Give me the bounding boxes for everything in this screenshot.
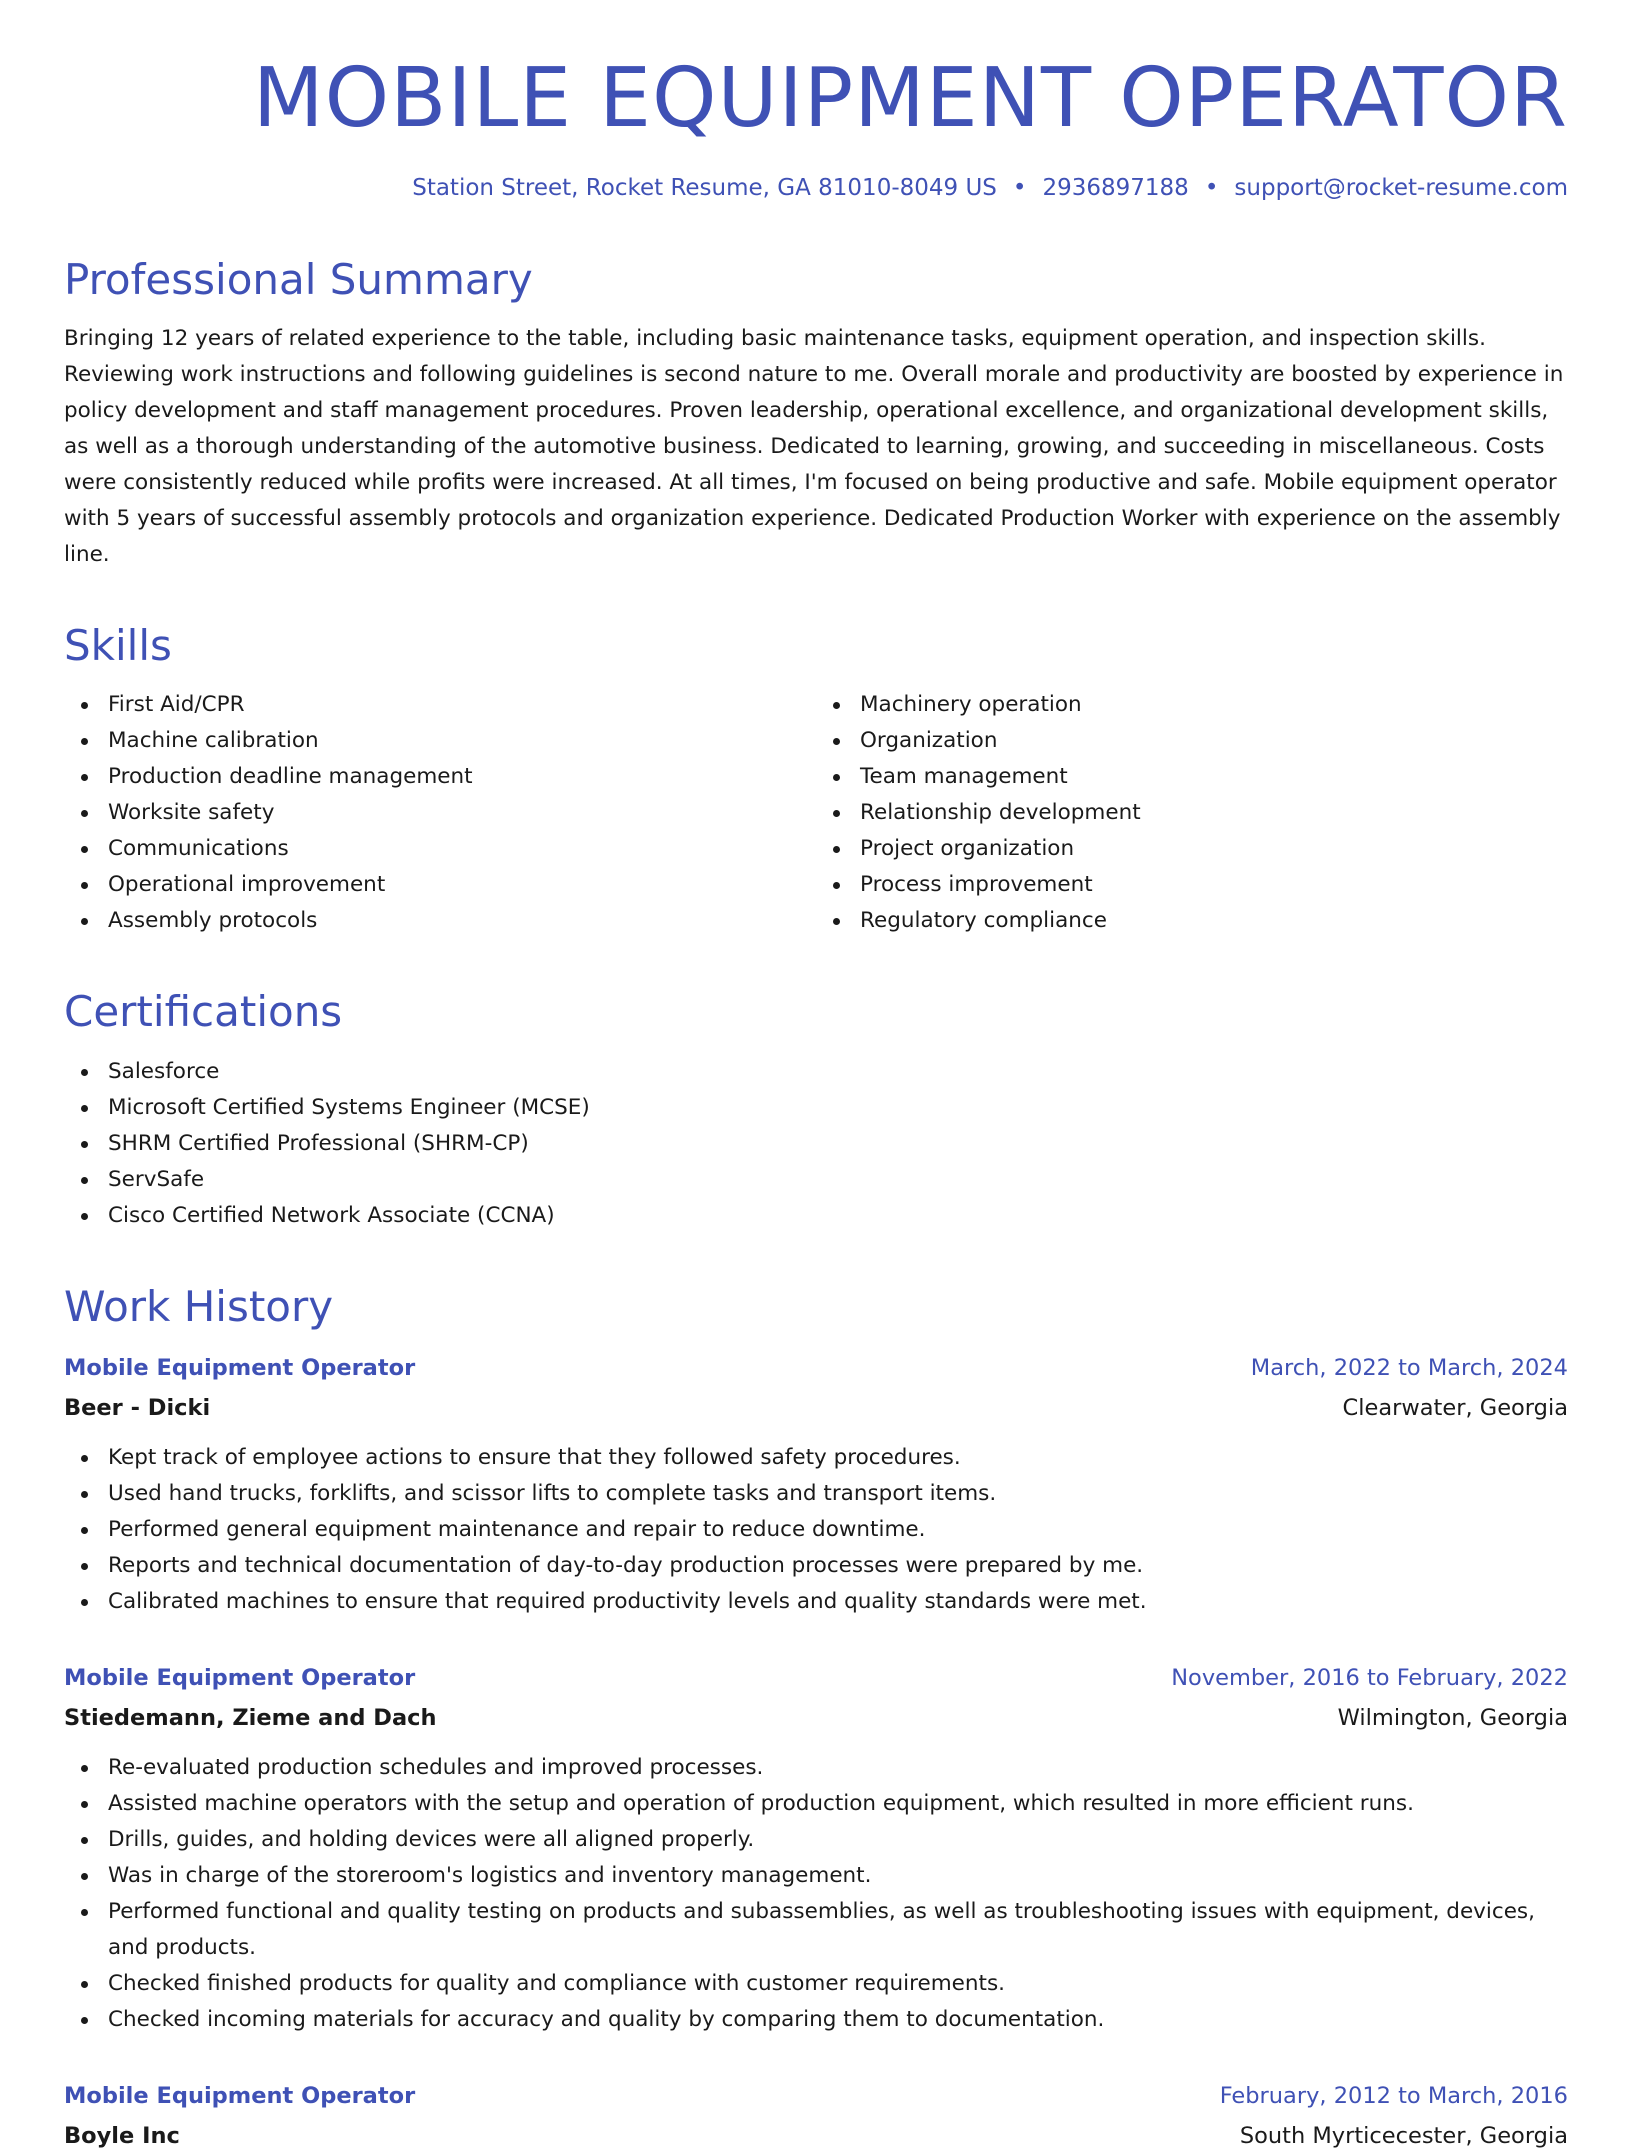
contact-line bbox=[64, 172, 1568, 204]
work-history-section bbox=[64, 1282, 1568, 2156]
job-entry bbox=[64, 1348, 1568, 1620]
job-bullet: Kept track of employee actions to ensure that they followed safety procedures. bbox=[108, 1440, 1568, 1476]
contact-separator: • bbox=[1012, 175, 1027, 202]
contact-phone: 2936897188 bbox=[1042, 175, 1189, 202]
job-bullet: Calibrated machines to ensure that required productivity levels and quality standards were met. bbox=[108, 1584, 1568, 1620]
skill-item: Machinery operation bbox=[860, 687, 1568, 723]
resume-header bbox=[64, 50, 1568, 205]
skill-item: Machine calibration bbox=[108, 723, 816, 759]
job-bullets bbox=[64, 1750, 1568, 2038]
skill-item: First Aid/CPR bbox=[108, 687, 816, 723]
skill-item: Regulatory compliance bbox=[860, 903, 1568, 939]
job-company-row bbox=[64, 1388, 1568, 1428]
job-title-row bbox=[64, 2076, 1568, 2116]
certification-item: Microsoft Certified Systems Engineer (MCSE) bbox=[108, 1090, 1568, 1126]
skills-right-list bbox=[816, 687, 1568, 939]
job-title: Mobile Equipment Operator bbox=[64, 2083, 416, 2110]
job-entry bbox=[64, 1658, 1568, 2038]
job-bullet: Used hand trucks, forklifts, and scissor lifts to complete tasks and transport items. bbox=[108, 1476, 1568, 1512]
skill-item: Relationship development bbox=[860, 795, 1568, 831]
job-title-row bbox=[64, 1658, 1568, 1698]
job-company: Boyle Inc bbox=[64, 2123, 180, 2150]
skill-item: Organization bbox=[860, 723, 1568, 759]
summary-text: Bringing 12 years of related experience to the table, including basic maintenance tasks, equipment operation, and inspection skills. Reviewing work instructions and following guidelines is second nature to me. Overall morale and productivity are boosted by experience in policy development and staff management procedures. Proven leadership, operational excellence, and organizational development skills, as well as a thorough understanding of the automotive business. Dedicated to learning, growing, and succeeding in miscellaneous. Costs were consistently reduced while profits were increased. At all times, I'm focused on being productive and safe. Mobile equipment operator with 5 years of successful assembly protocols and organization experience. Dedicated Production Worker with experience on the assembly line. bbox=[64, 325, 1564, 567]
job-company-row bbox=[64, 1698, 1568, 1738]
job-company: Beer - Dicki bbox=[64, 1395, 211, 1422]
certification-item: SHRM Certified Professional (SHRM-CP) bbox=[108, 1126, 1568, 1162]
job-bullets bbox=[64, 1440, 1568, 1620]
contact-email[interactable]: support@rocket-resume.com bbox=[1234, 175, 1568, 202]
job-dates: November, 2016 to February, 2022 bbox=[1171, 1665, 1568, 1692]
job-company: Stiedemann, Zieme and Dach bbox=[64, 1705, 437, 1732]
skill-item: Operational improvement bbox=[108, 867, 816, 903]
certification-item: ServSafe bbox=[108, 1162, 1568, 1198]
work-history-heading: Work History bbox=[64, 1281, 334, 1331]
skill-item: Worksite safety bbox=[108, 795, 816, 831]
skill-item: Project organization bbox=[860, 831, 1568, 867]
job-bullet: Assisted machine operators with the setup and operation of production equipment, which resulted in more efficient runs. bbox=[108, 1786, 1568, 1822]
summary-section bbox=[64, 255, 1568, 573]
skills-section bbox=[64, 621, 1568, 939]
skill-item: Assembly protocols bbox=[108, 903, 816, 939]
job-bullet: Re-evaluated production schedules and improved processes. bbox=[108, 1750, 1568, 1786]
job-company-row bbox=[64, 2116, 1568, 2156]
certifications-list bbox=[64, 1054, 1568, 1234]
certifications-section bbox=[64, 987, 1568, 1233]
skills-left-list bbox=[64, 687, 816, 939]
job-dates: February, 2012 to March, 2016 bbox=[1219, 2083, 1568, 2110]
skill-item: Production deadline management bbox=[108, 759, 816, 795]
skills-heading: Skills bbox=[64, 620, 172, 670]
job-bullet: Reports and technical documentation of day-to-day production processes were prepared by me. bbox=[108, 1548, 1568, 1584]
job-bullet: Was in charge of the storeroom's logistics and inventory management. bbox=[108, 1858, 1568, 1894]
summary-heading: Professional Summary bbox=[64, 254, 533, 304]
job-bullet: Performed functional and quality testing on products and subassemblies, as well as troubleshooting issues with equipment, devices, and products. bbox=[108, 1894, 1568, 1966]
job-bullet: Performed general equipment maintenance and repair to reduce downtime. bbox=[108, 1512, 1568, 1548]
skill-item: Communications bbox=[108, 831, 816, 867]
job-title: Mobile Equipment Operator bbox=[64, 1665, 416, 1692]
job-location: Wilmington, Georgia bbox=[1337, 1705, 1568, 1732]
job-entry bbox=[64, 2076, 1568, 2156]
job-location: Clearwater, Georgia bbox=[1342, 1395, 1568, 1422]
job-bullet: Checked incoming materials for accuracy and quality by comparing them to documentation. bbox=[108, 2002, 1568, 2038]
certification-item: Salesforce bbox=[108, 1054, 1568, 1090]
job-bullet: Checked finished products for quality and compliance with customer requirements. bbox=[108, 1966, 1568, 2002]
job-bullet: Drills, guides, and holding devices were all aligned properly. bbox=[108, 1822, 1568, 1858]
contact-address: Station Street, Rocket Resume, GA 81010-8049 US bbox=[412, 175, 997, 202]
skills-grid bbox=[64, 687, 1568, 939]
resume-name: MOBILE EQUIPMENT OPERATOR bbox=[252, 51, 1568, 146]
certifications-heading: Certifications bbox=[64, 987, 343, 1037]
job-title: Mobile Equipment Operator bbox=[64, 1355, 416, 1382]
job-dates: March, 2022 to March, 2024 bbox=[1250, 1355, 1568, 1382]
skill-item: Process improvement bbox=[860, 867, 1568, 903]
contact-separator: • bbox=[1204, 175, 1219, 202]
skill-item: Team management bbox=[860, 759, 1568, 795]
job-title-row bbox=[64, 1348, 1568, 1388]
job-location: South Myrticecester, Georgia bbox=[1239, 2123, 1568, 2150]
certification-item: Cisco Certified Network Associate (CCNA) bbox=[108, 1198, 1568, 1234]
